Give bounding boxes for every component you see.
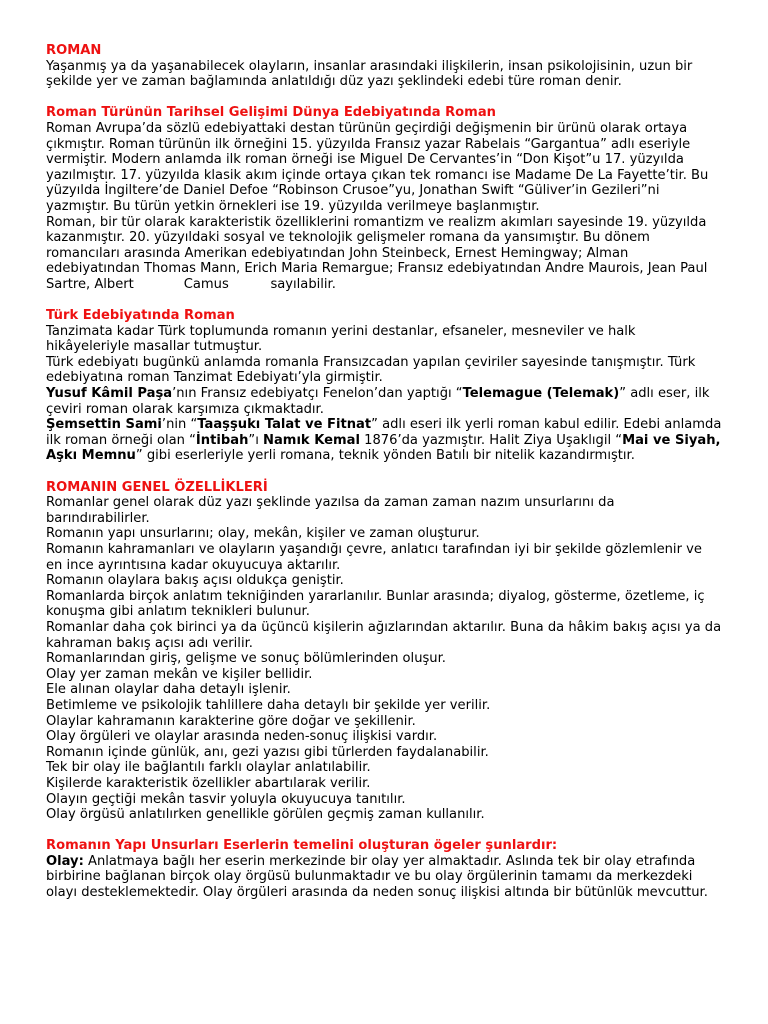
- section-general-features: [46, 480, 722, 823]
- list-item: Romanlarından giriş, gelişme ve sonuç bölümlerinden oluşur.: [46, 651, 446, 667]
- title-mai-ve-siyah: Mai ve Siyah, Aşkı Memnu: [46, 432, 721, 464]
- list-item: Romanın içinde günlük, anı, gezi yazısı gibi türlerden faydalanabilir.: [46, 744, 489, 760]
- paragraph-olay: [46, 854, 722, 901]
- list-item: Romanın olaylara bakış açısı oldukça geniştir.: [46, 573, 344, 589]
- author-camus: Camus: [183, 276, 229, 292]
- list-item: Romanlarda birçok anlatım tekniğinden yararlanılır. Bunlar arasında; diyalog, gösterme, özetleme, iç konuşma gibi anlatım teknikleri bulunur.: [46, 588, 705, 620]
- list-item: Tek bir olay ile bağlantılı farklı olaylar anlatılabilir.: [46, 760, 371, 776]
- list-item: Romanın kahramanları ve olayların yaşandığı çevre, anlatıcı tarafından iyi bir şekilde gözlemlenir ve en ince ayrıntısına kadar okuyucuya aktarılır.: [46, 542, 702, 573]
- paragraph-world-modern: [46, 215, 722, 293]
- heading-world-literature: Roman Türünün Tarihsel Gelişimi Dünya Edebiyatında Roman: [46, 105, 496, 121]
- list-item: Betimleme ve psikolojik tahlillere daha detaylı bir şekilde yer verilir.: [46, 697, 491, 713]
- section-turkish-literature: [46, 308, 722, 464]
- list-item: Olay örgüleri ve olaylar arasında neden-sonuç ilişkisi vardır.: [46, 729, 438, 745]
- paragraph-turkish-3: Yusuf Kâmil Paşa’nın Fransız edebiyatçı Fenelon’dan yaptığı “Telemague (Telemak)” adlı eser, ilk çeviri roman olarak karşımıza çıkmaktadır.: [46, 386, 710, 417]
- section-world-literature: [46, 105, 722, 292]
- paragraph-olay-text: Anlatmaya bağlı her eserin merkezinde bir olay yer almaktadır. Aslında tek bir olay etrafında birbirine bağlanan birçok olay örgüsü bulunmaktadır ve bu olay örgülerinin tamamı da merkezdeki olayı desteklemektedir. Olay örgüleri arasında da neden sonuç ilişkisi altında bir bütünlük mevcuttur.: [46, 853, 708, 901]
- paragraph-turkish-2: Türk edebiyatı bugünkü anlamda romanla Fransızcadan yapılan çeviriler sayesinde tanışmıştır. Türk edebiyatına roman Tanzimat Edebiyatı’yla girmiştir.: [46, 354, 696, 386]
- paragraph-world-modern-text: Roman, bir tür olarak karakteristik özelliklerini romantizm ve realizm akımları sayesinde 19. yüzyılda kazanmıştır. 20. yüzyıldaki sosyal ve teknolojik gelişmeler romana da yansımıştır. Bu dönem romancıları arasında Amerikan edebiyatından John Steinbeck, Ernest Hemingway; Alman edebiyatından Thomas Mann, Erich Maria Remargue; Fransız edebiyatından Andre Maurois, Jean Paul Sartre, Albert: [46, 214, 708, 292]
- list-item: Olayın geçtiği mekân tasvir yoluyla okuyucuya tanıtılır.: [46, 791, 406, 807]
- heading-structure-elements: Romanın Yapı Unsurları Eserlerin temelini oluşturan ögeler şunlardır:: [46, 838, 558, 854]
- name-semsettin-sami: Şemsettin Sami: [46, 417, 162, 433]
- title-intibah: İntibah: [195, 432, 249, 448]
- paragraph-world-history: Roman Avrupa’da sözlü edebiyattaki destan türünün geçirdiği değişmenin bir ürünü olarak ortaya çıkmıştır. Roman türünün ilk örneğini 15. yüzyılda Fransız yazar Rabelais “Gargantua” adlı eseriyle vermiştir. Modern anlamda ilk roman örneği ise Miguel De Cervantes’in “Don Kişot”u 17. yüzyılda yazılmıştır. 17. yüzyılda klasik akım içinde ortaya çıkan tek romancı ise Madame De La Fayette’tir. Bu yüzyılda İngiltere’de Daniel Defoe “Robinson Crusoe”yu, Jonathan Swift “Güliver’in Gezileri”ni yazmıştır. Bu türün yetkin örnekleri ise 19. yüzyılda verilmeye başlanmıştır.: [46, 120, 709, 214]
- list-item: Romanlar daha çok birinci ya da üçüncü kişilerin ağızlarından aktarılır. Buna da hâkim bakış açısı ya da kahraman bakış açısı adı verilir.: [46, 619, 722, 651]
- label-olay: Olay:: [46, 853, 84, 869]
- paragraph-turkish-4: Şemsettin Sami’nin “Taaşşukı Talat ve Fitnat” adlı eseri ilk yerli roman kabul edilir. Edebi anlamda ilk roman örneği olan “İntibah”ı Namık Kemal 1876’da yazmıştır. Halit Ziya Uşaklıgil “Mai ve Siyah, Aşkı Memnu” gibi eserleriyle yerli romana, teknik yönden Batılı bir nitelik kazandırmıştır.: [46, 417, 722, 464]
- heading-roman: ROMAN: [46, 43, 102, 58]
- paragraph-turkish-1: Tanzimata kadar Türk toplumunda romanın yerini destanlar, efsaneler, mesneviler ve halk hikâyeleriyle masallar tutmuştur.: [46, 323, 636, 355]
- name-namik-kemal: Namık Kemal: [263, 432, 360, 448]
- list-item: Olay örgüsü anlatılırken genellikle görülen geçmiş zaman kullanılır.: [46, 807, 485, 823]
- title-taassuki: Taaşşukı Talat ve Fitnat: [197, 417, 372, 433]
- features-list: [46, 495, 722, 822]
- paragraph-roman-definition: Yaşanmış ya da yaşanabilecek olayların, insanlar arasındaki ilişkilerin, insan psikolojisinin, uzun bir şekilde yer ve zaman bağlamında anlatıldığı düz yazı şeklindeki edebi türe roman denir.: [46, 58, 693, 90]
- heading-general-features: ROMANIN GENEL ÖZELLİKLERİ: [46, 479, 268, 495]
- list-item: Kişilerde karakteristik özellikler abartılarak verilir.: [46, 775, 371, 791]
- list-item: Ele alınan olaylar daha detaylı işlenir.: [46, 682, 291, 698]
- name-yusuf-kamil-pasa: Yusuf Kâmil Paşa: [46, 386, 173, 402]
- section-structure-elements: [46, 838, 722, 900]
- section-roman: [46, 43, 722, 90]
- heading-turkish-literature: Türk Edebiyatında Roman: [46, 308, 235, 324]
- title-telemague: Telemague (Telemak): [462, 386, 620, 402]
- list-item: Romanın yapı unsurlarını; olay, mekân, kişiler ve zaman oluşturur.: [46, 526, 480, 542]
- paragraph-world-modern-end: sayılabilir.: [270, 276, 336, 292]
- list-item: Romanlar genel olarak düz yazı şeklinde yazılsa da zaman zaman nazım unsurlarını da barındırabilirler.: [46, 495, 615, 526]
- document-body: [46, 43, 722, 916]
- list-item: Olaylar kahramanın karakterine göre doğar ve şekillenir.: [46, 713, 416, 729]
- list-item: Olay yer zaman mekân ve kişiler bellidir.: [46, 666, 313, 682]
